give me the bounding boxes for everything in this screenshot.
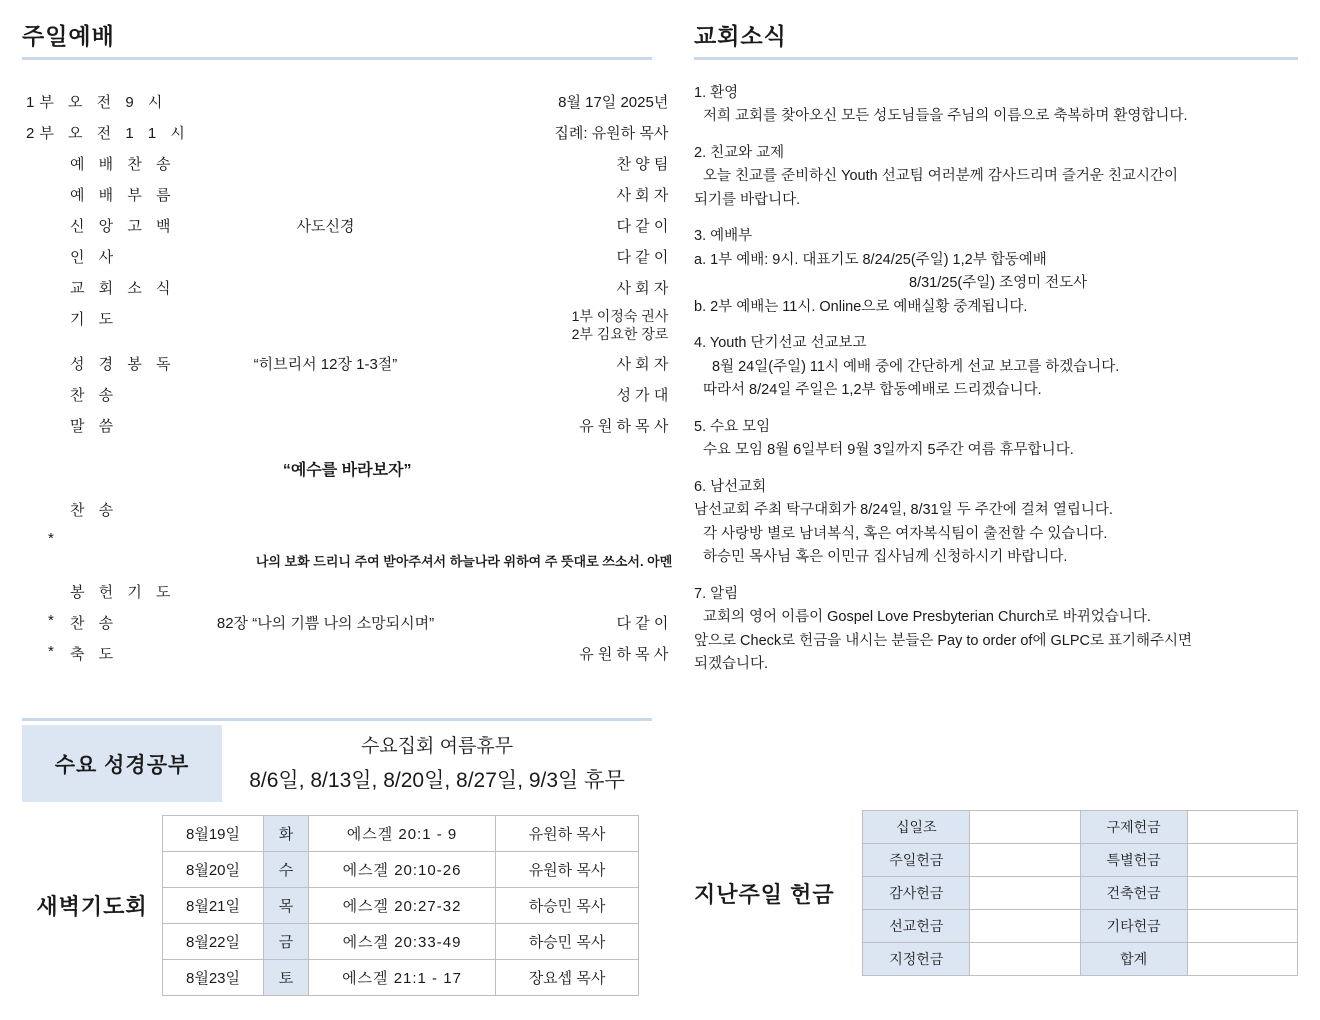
order-detail [190,303,461,348]
news-heading: 2. 친교와 교제 [694,144,785,161]
offering-value [970,811,1080,844]
offering-value [1187,910,1297,943]
order-person: 성 가 대 [616,387,669,404]
star-marker: * [48,530,54,547]
table-row [22,210,672,241]
table-row [863,910,1298,943]
order-person: 찬 양 팀 [616,156,669,173]
order-detail [190,410,461,441]
table-row [22,272,672,303]
order-person: 8월 17일 2025년 [558,94,669,111]
table-row [22,494,672,525]
offering-value [970,943,1080,976]
worship-order-column [22,18,673,669]
offering-key: 구제헌금 [1080,811,1187,844]
table-row [163,852,639,888]
offering-key: 특별헌금 [1080,844,1187,877]
news-item [694,332,1298,402]
dawn-date: 8월22일 [163,924,264,960]
dawn-prayer-label: 새벽기도회 [36,894,148,919]
table-row [22,86,672,117]
news-line: 되기를 바랍니다. [694,191,801,208]
order-item: 찬 송 [70,615,119,632]
news-item [694,225,1298,319]
title-divider [22,57,652,60]
table-row [22,576,672,607]
order-item: 찬 송 [70,502,119,519]
offering-key: 건축헌금 [1080,877,1187,910]
offering-key: 기타헌금 [1080,910,1187,943]
news-heading: 6. 남선교회 [694,478,767,495]
offering-value [970,844,1080,877]
offering-key: 선교헌금 [863,910,970,943]
order-person: 유 원 하 목 사 [579,646,669,663]
order-item: 교 회 소 식 [70,280,176,297]
order-detail [190,148,461,179]
news-item [694,583,1298,677]
table-row [22,303,672,348]
table-row [22,348,672,379]
table-row [163,816,639,852]
order-item-with-star [22,638,190,669]
news-heading: 4. Youth 단기선교 선교보고 [694,335,867,352]
wednesday-line1: 수요집회 여름휴무 [360,736,514,757]
dawn-person: 장요셉 목사 [496,960,639,996]
order-person: 사 회 자 [616,280,669,297]
order-detail [190,272,461,303]
news-line: a. 1부 예배: 9시. 대표기도 8/24/25(주일) 1,2부 합동예배 [694,251,1047,268]
order-person: 사 회 자 [616,356,669,373]
table-row [22,379,672,410]
order-detail [190,379,461,410]
order-item: 신 앙 고 백 [70,218,176,235]
spacer [694,403,1298,416]
offering-key: 지정헌금 [863,943,970,976]
dawn-date: 8월21일 [163,888,264,924]
news-line: 각 사랑방 별로 남녀복식, 혹은 여자복식팀이 출전할 수 있습니다. [703,525,1108,542]
offering-key: 합계 [1080,943,1187,976]
offering-value [1187,811,1297,844]
order-detail: 사도신경 [296,218,355,235]
table-row [22,410,672,441]
table-row [22,638,672,669]
wednesday-study-body [222,725,652,802]
dawn-scripture: 에스겔 21:1 - 17 [309,960,496,996]
dawn-person: 유원하 목사 [496,816,639,852]
news-heading: 7. 알림 [694,585,739,602]
order-person: 유 원 하 목 사 [579,418,669,435]
wednesday-study-label: 수요 성경공부 [22,725,222,802]
news-heading: 3. 예배부 [694,228,753,245]
dawn-prayer-section [22,815,652,996]
church-news-list [694,82,1298,677]
table-row [863,943,1298,976]
news-item [694,416,1298,463]
wednesday-study-section [22,718,652,802]
offering-table [862,810,1298,976]
order-item: 1부 오 전 9 시 [26,94,168,111]
news-line: b. 2부 예배는 11시. Online으로 예배실황 중계됩니다. [694,298,1028,315]
dawn-prayer-table [162,815,639,996]
worship-order-table [22,86,672,669]
news-line: 남선교회 주최 탁구대회가 8/24일, 8/31일 두 주간에 걸쳐 열립니다. [694,502,1113,519]
order-person-part2: 2부 김요한 장로 [571,325,669,342]
offering-verse-row [22,525,672,576]
offering-key: 주일헌금 [863,844,970,877]
dawn-person: 유원하 목사 [496,852,639,888]
table-row [863,811,1298,844]
news-item [694,142,1298,212]
dawn-scripture: 에스겔 20:10-26 [309,852,496,888]
order-detail [190,638,461,669]
offering-verse: 나의 보화 드리니 주여 받아주셔서 하늘나라 위하여 주 뜻대로 쓰소서. 아멘 [255,554,673,569]
order-person: 집례: 유원하 목사 [554,125,669,142]
table-row [22,607,672,638]
order-item: 찬 송 [70,387,119,404]
order-item: 말 씀 [70,418,119,435]
star-marker: * [48,643,59,660]
order-person: 다 같 이 [616,249,669,266]
sermon-title-row [22,441,672,494]
order-detail [190,179,461,210]
table-row [163,888,639,924]
order-person [461,576,672,607]
news-line: 앞으로 Check로 헌금을 내시는 분들은 Pay to order of에 GLPC로 표기해주시면 [694,632,1193,649]
dawn-person: 하승민 목사 [496,888,639,924]
wednesday-inner [22,725,652,802]
order-item: 예 배 찬 송 [70,156,176,173]
order-item: 기 도 [70,311,119,328]
table-row [863,844,1298,877]
news-line: 따라서 8/24일 주일은 1,2부 합동예배로 드리겠습니다. [703,382,1042,399]
offering-value [1187,877,1297,910]
dawn-date: 8월23일 [163,960,264,996]
order-person [461,494,672,525]
order-item: 2부 오 전 1 1 시 [26,125,190,142]
order-item: 봉 헌 기 도 [70,584,176,601]
offering-key: 십일조 [863,811,970,844]
news-line: 수요 모임 8월 6일부터 9월 3일까지 5주간 여름 휴무합니다. [703,442,1074,459]
dawn-day: 화 [264,816,309,852]
offering-value [970,877,1080,910]
offering-label: 지난주일 헌금 [694,881,835,907]
news-item [694,476,1298,570]
church-news-title: 교회소식 [694,23,787,49]
table-row [863,877,1298,910]
order-item: 인 사 [70,249,119,266]
news-line: 8월 24일(주일) 11시 예배 중에 간단하게 선교 보고를 하겠습니다. [712,358,1120,375]
news-heading: 5. 수요 모임 [694,418,771,435]
table-row [22,241,672,272]
dawn-scripture: 에스겔 20:33-49 [309,924,496,960]
star-marker: * [48,612,59,629]
news-line: 교회의 영어 이름이 Gospel Love Presbyterian Church로 바뀌었습니다. [703,609,1151,626]
spacer [694,463,1298,476]
dawn-day: 금 [264,924,309,960]
dawn-date: 8월20일 [163,852,264,888]
dawn-person: 하승민 목사 [496,924,639,960]
order-detail [190,576,461,607]
table-row [22,117,672,148]
offering-value [1187,943,1297,976]
order-detail: 82장 “나의 기쁨 나의 소망되시며” [216,615,435,632]
table-row [163,924,639,960]
sermon-title: “예수를 바라보자” [282,462,412,479]
news-line: 8/31/25(주일) 조영미 전도사 [909,275,1088,292]
offering-section [694,810,1298,976]
order-detail: “히브리서 12장 1-3절” [253,356,398,373]
dawn-day: 목 [264,888,309,924]
dawn-scripture: 에스겔 20:1 - 9 [309,816,496,852]
offering-value [970,910,1080,943]
title-divider [694,57,1298,60]
table-row [163,960,639,996]
dawn-date: 8월19일 [163,816,264,852]
order-detail [190,241,461,272]
order-detail [190,117,461,148]
order-person: 다 같 이 [616,218,669,235]
order-item: 축 도 [70,646,119,663]
dawn-day: 수 [264,852,309,888]
dawn-scripture: 에스겔 20:27-32 [309,888,496,924]
table-row [22,148,672,179]
spacer [694,319,1298,332]
news-line: 되겠습니다. [694,656,769,673]
order-person: 사 회 자 [616,187,669,204]
order-person: 다 같 이 [616,615,669,632]
news-item [694,82,1298,129]
offering-value [1187,844,1297,877]
wednesday-line2: 8/6일, 8/13일, 8/20일, 8/27일, 9/3일 휴무 [249,769,625,792]
order-item-with-star [22,607,190,638]
order-person-part1: 1부 이정숙 권사 [571,308,669,324]
order-detail [190,494,461,525]
order-person-group [461,303,672,348]
news-line: 하승민 목사님 혹은 이민규 집사님께 신청하시기 바랍니다. [703,549,1068,566]
order-detail [190,86,461,117]
news-line: 저희 교회를 찾아오신 모든 성도님들을 주님의 이름으로 축복하며 환영합니다. [703,108,1188,125]
worship-order-title: 주일예배 [22,23,115,49]
dawn-day: 토 [264,960,309,996]
spacer [694,129,1298,142]
spacer [694,212,1298,225]
news-line: 오늘 친교를 준비하신 Youth 선교팀 여러분께 감사드리며 즐거운 친교시간이 [703,168,1178,185]
table-row [22,179,672,210]
church-news-column [694,18,1298,677]
spacer [694,570,1298,583]
news-heading: 1. 환영 [694,85,739,101]
order-item: 성 경 봉 독 [70,356,176,373]
order-item: 예 배 부 름 [70,187,176,204]
offering-key: 감사헌금 [863,877,970,910]
